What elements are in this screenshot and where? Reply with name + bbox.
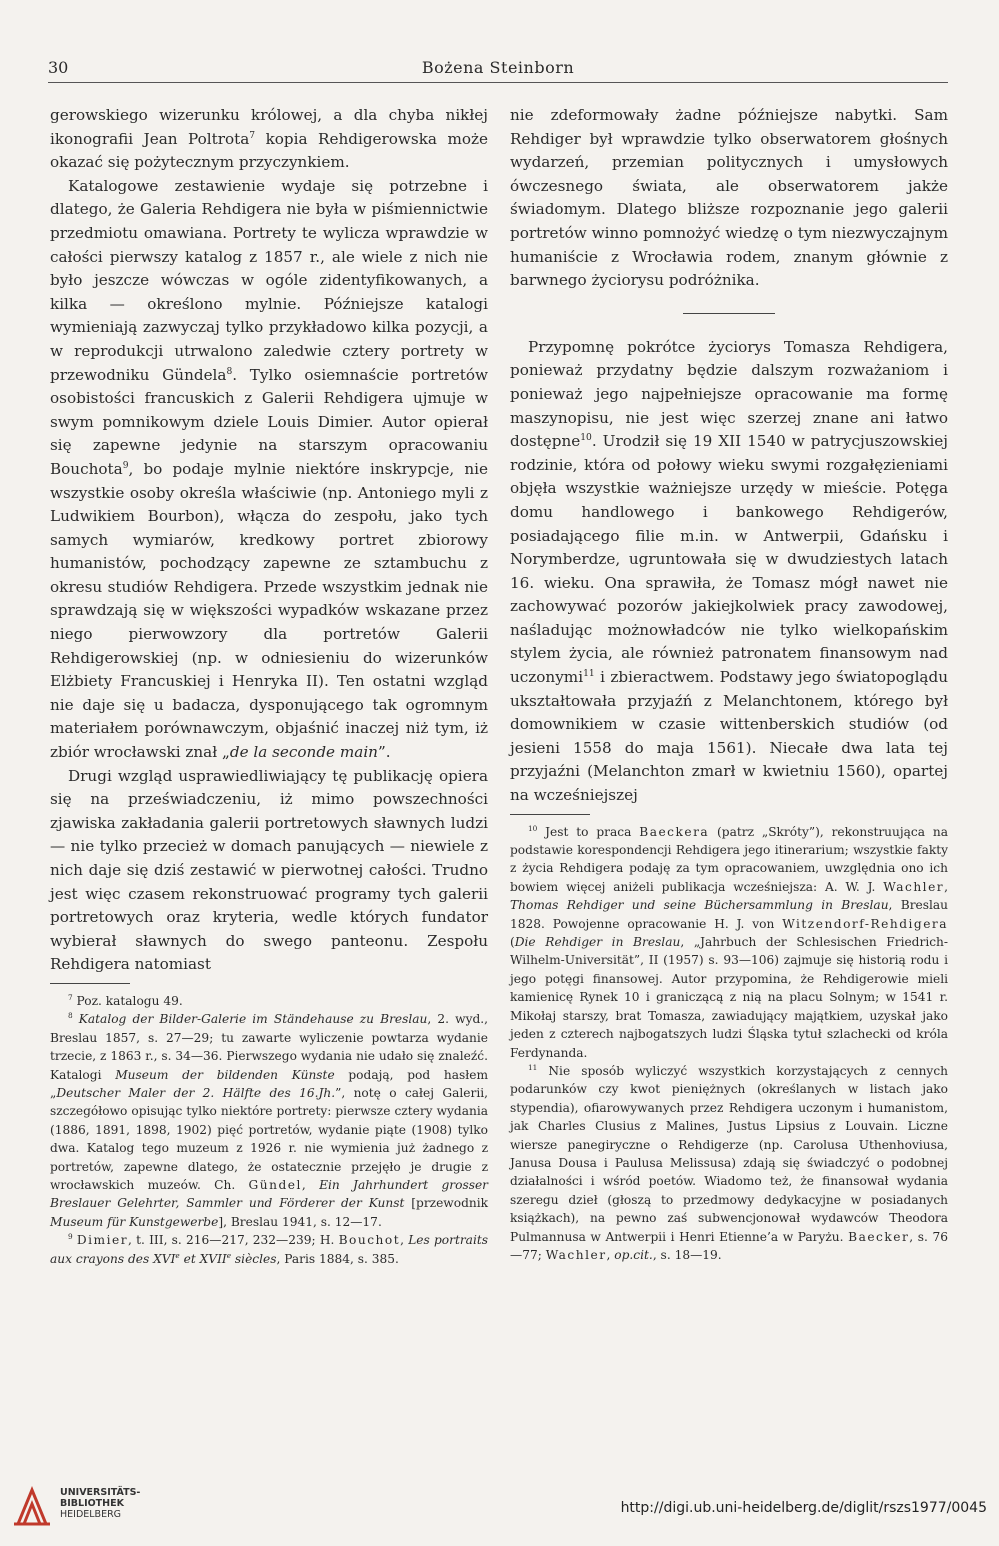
right-footnotes — [510, 823, 948, 1265]
left-paragraph-2: Katalogowe zestawienie wydaje się potrzebne i dlatego, że Galeria Rehdigera nie była w piśmiennictwie przedmiotu omawiana. Portrety te wylicza wprawdzie w całości pierwszy katalog z 1857 r., ale wiele z nich nie było jeszcze wówczas w ogóle zidentyfikowanych, a kilka — określono mylnie. Późniejsze katalogi wymieniają zazwyczaj tylko przykładowo kilka pozycji, a w reprodukcji utrwalono zaledwie cztery portrety w przewodniku Gündela$^8$. Tylko osiemnaście portretów osobistości francuskich z Galerii Rehdigera ujmuje w swym pomnikowym dziele Louis Dimier. Autor opierał się zapewne jedynie na starszym opracowaniu Bouchota$^9$, bo podaje mylnie niektóre inskrypcje, nie wszystkie osoby określa właściwie (np. Antoniego myli z Ludwikiem Bourbon), włącza do zespołu, jako tych samych wymiarów, kredkowy portret zbiorowy humanistów, pochodzący zapewne ze sztambuchu z okresu studiów Rehdigera. Przede wszystkim jednak nie sprawdzają się w większości wypadków wskazane przez niego pierwowzory dla portretów Galerii Rehdigerowskiej (np. w odniesieniu do wizerunków Elżbiety Francuskiej i Henryka II). Ten ostatni wzgląd nie daje się u badacza, dysponującego tak ogromnym materiałem porównawczym, objaśnić inaczej niż tym, iż zbiór wrocławski znał „de la seconde main”. — [50, 176, 488, 762]
library-line-1: UNIVERSITÄTS- — [60, 1487, 141, 1498]
footnote-rule — [510, 814, 590, 815]
library-line-3: HEIDELBERG — [60, 1509, 122, 1520]
running-title: Bożena Steinborn — [421, 58, 575, 77]
right-paragraph-2: Przypomnę pokrótce życiorys Tomasza Rehdigera, ponieważ przydatny będzie dalszym rozważaniom i ponieważ jego najpełniejsze opracowanie ma formę maszynopisu, nie jest więc szerzej znane ani łatwo dostępne$^{10}$. Urodził się 19 XII 1540 w patrycjuszowskiej rodzinie, która od połowy wieku swymi rozgałęzieniami objęła wszystkie ważniejsze urzędy w mieście. Potęga domu handlowego i bankowego Rehdigerów, posiadającego filie m.in. w Antwerpii, Gdańsku i Norymberdze, ugruntowała się w dwudziestych latach 16. wieku. Ona sprawiła, że Tomasz mógł nawet nie zachowywać pozorów jakiejkolwiek pracy zawodowej, naśladując możnowładców nie tylko wielkopańskim stylem życia, ale również patronatem finansowym nad uczonymi$^{11}$ i zbieractwem. Podstawy jego światopoglądu ukształtowała przyjaźń z Melanchtonem, którego był domownikiem w czasie wittenberskich studiów (od jesieni 1558 do maja 1561). Niecałe dwa lata tej przyjaźni (Melanchton zmarł w kwietniu 1560), opartej na wcześniejszej — [510, 337, 948, 805]
left-footnotes — [50, 992, 488, 1268]
footnote-11: $^{11}$ Nie sposób wyliczyć wszystkich korzystających z cennych podarunków czy kwot pieniężnych (określanych w listach jako stypendia), ofiarowywanych przez Rehdigera uczonym i humanistom, jak Charles Clusius z Malines, Justus Lipsius z Louvain. Liczne wiersze panegiryczne o Rehdigerze (np. Carolusa Uthenhoviusa, Janusa Dousa i Paulusa Melissusa) zdają się świadczyć o podobnej działalności i wśród poetów. Wiadomo też, że finansował wydania szeregu dzieł (głoszą to przedmowy dedykacyjne w posiadanych książkach), na pewno zaś subwencjonował wydawców Theodora Pulmannusa w Antwerpii i Henri Etienne’a w Paryżu. Baecker, s. 76—77; Wachler, op.cit., s. 18—19. — [510, 1062, 948, 1262]
footnote-7: $^7$ Poz. katalogu 49. — [68, 992, 183, 1008]
right-paragraph-1: nie zdeformowały żadne późniejsze nabytki. Sam Rehdiger był wprawdzie tylko obserwatorem głośnych wydarzeń, przemian politycznych i umysłowych ówczesnego świata, ale obserwatorem jakże świadomym. Dlatego bliższe rozpoznanie jego galerii portretów winno pomnożyć wiedzę o tym niezwyczajnym humaniście z Wrocławia rodem, znanym głównie z barwnego życiorysu podróżnika. — [510, 106, 948, 290]
left-column — [50, 104, 488, 1268]
page-header — [48, 58, 948, 83]
library-logo-icon — [8, 1482, 56, 1530]
footnote-8: $^8$ Katalog der Bilder-Galerie im Ständehause zu Breslau, 2. wyd., Breslau 1857, s. 27—29; tu zawarte wyliczenie powtarza wydanie trzecie, z 1863 r., s. 34—36. Pierwszego wydania nie udało się znaleźć. Katalogi Museum der bildenden Künste podają, pod hasłem „Deutscher Maler der 2. Hälfte des 16.Jh.”, notę o całej Galerii, szczegółowo opisując tylko niektóre portrety: pierwsze cztery wydania (1886, 1891, 1898, 1902) pięć portretów, wydanie piąte (1908) tylko dwa. Katalog tego muzeum z 1926 r. nie wymienia już żadnego z portretów, zapewne dlatego, że ostatecznie przejęło je drugie z wrocławskich muzeów. Ch. Gündel, Ein Jahrhundert grosser Breslauer Gelehrter, Sammler und Förderer der Kunst [przewodnik Museum für Kunstgewerbe], Breslau 1941, s. 12—17. — [50, 1011, 489, 1229]
source-url[interactable]: http://digi.ub.uni-heidelberg.de/diglit/rszs1977/0045 — [620, 1500, 987, 1516]
page-number: 30 — [48, 58, 69, 77]
left-paragraph-3: Drugi wzgląd usprawiedliwiający tę publikację opiera się na przeświadczeniu, iż mimo powszechności zjawiska zakładania galerii portretowych sławnych ludzi — nie tylko przecież w domach panujących — niewiele z nich daje się dziś zestawić w pierwotnej całości. Trudno jest więc czasem rekonstruować programy tych galerii portretowych oraz kryteria, wedle których fundator wybierał sławnych do swego panteonu. Zespołu Rehdigera natomiast — [50, 766, 488, 974]
library-line-2: BIBLIOTHEK — [60, 1498, 124, 1509]
library-name — [60, 1487, 140, 1520]
left-paragraph-1: gerowskiego wizerunku królowej, a dla chyba nikłej ikonografii Jean Poltrota$^7$ kopia Rehdigerowska może okazać się pożytecznym przyczynkiem. — [50, 106, 488, 172]
section-separator — [683, 313, 775, 314]
footnote-rule — [50, 983, 130, 984]
footnote-9: $^9$ Dimier, t. III, s. 216—217, 232—239; H. Bouchot, Les portraits aux crayons des XVIe et XVIIe siècles, Paris 1884, s. 385. — [50, 1232, 488, 1266]
right-column — [510, 104, 948, 1264]
footnote-10: $^{10}$ Jest to praca Baeckera (patrz „Skróty”), rekonstruująca na podstawie korespondencji Rehdigera jego itinerarium; wszystkie fakty z życia Rehdigera podaję za tym opracowaniem, uwzględnia ono ich bowiem więcej aniżeli publikacja wcześniejsza: A. W. J. Wachler, Thomas Rehdiger und seine Büchersammlung in Breslau, Breslau 1828. Powojenne opracowanie H. J. von Witzendorf-Rehdigera (Die Rehdiger in Breslau, „Jahrbuch der Schlesischen Friedrich-Wilhelm-Universität”, II (1957) s. 93—106) zajmuje się historią rodu i jego potęgi finansowej. Autor przypomina, że Rehdigerowie mieli kamienicę Rynek 10 i graniczącą z nią na placu Solnym; w 1541 r. Mikołaj starszy, brat Tomasza, zawiadujący majątkiem, uzyskał jako jeden z czterech najbogatszych ludzi Śląska tytuł szlachecki od króla Ferdynanda. — [510, 823, 949, 1060]
